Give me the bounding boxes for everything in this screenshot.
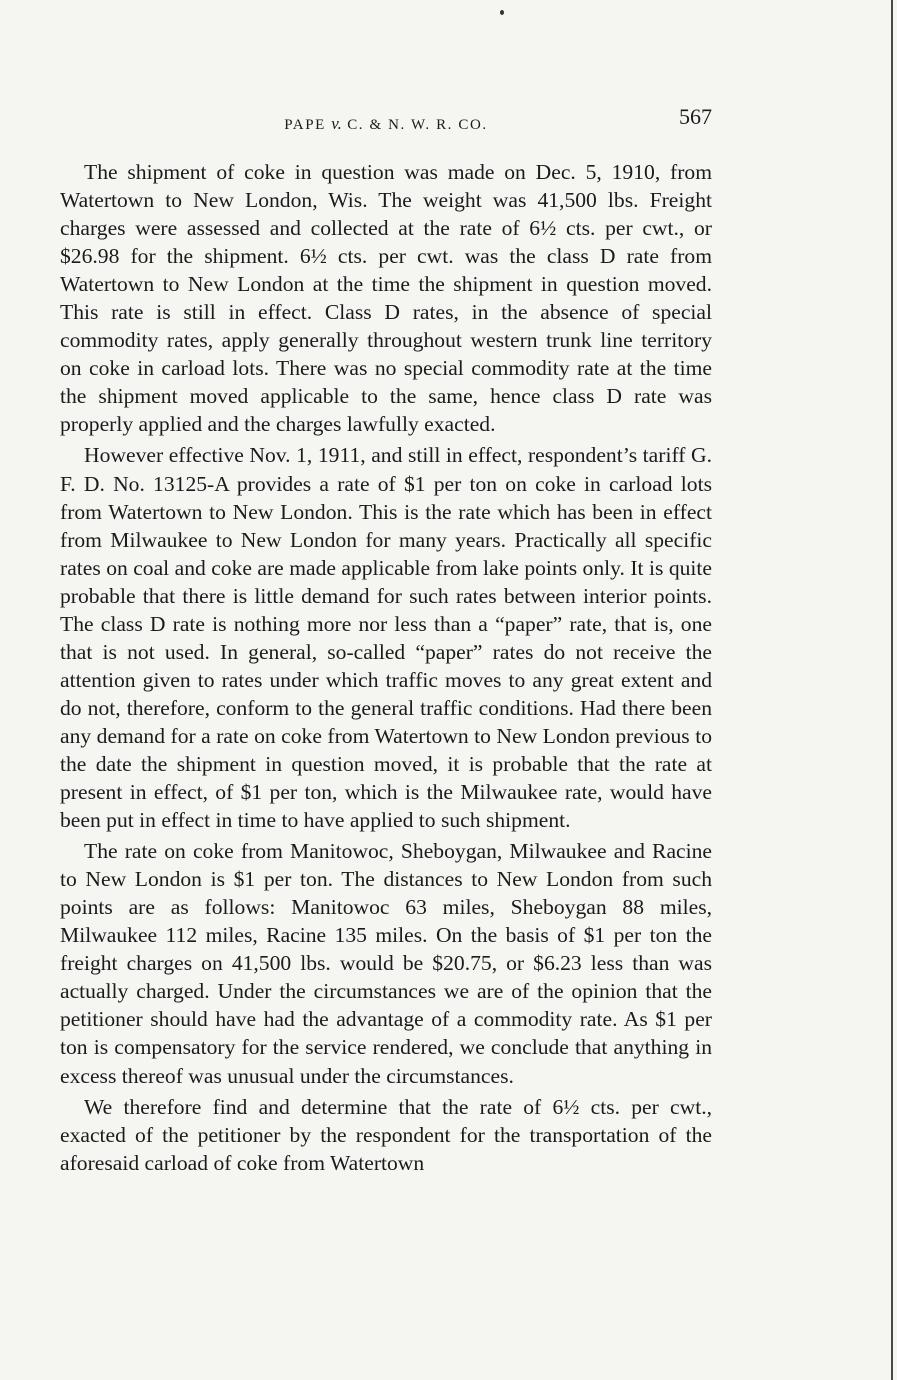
paragraph-3: The rate on coke from Manitowoc, Sheboygan, Milwaukee and Racine to New London is $1 per ton. The distances to New London from such points are as follows: Manitowoc 63 miles, Sheboygan 88 miles, Milwaukee 112 miles, Racine 135 miles. On the basis of $1 per ton the freight charges on 41,500 lbs. would be $20.75, or $6.23 less than was actually charged. Under the circumstances we are of the opinion that the petitioner should have had the advantage of a commodity rate. As $1 per ton is compensatory for the service rendered, we conclude that anything in excess thereof was unusual under the circumstances.	[60, 839, 712, 1088]
running-head-prefix: PAPE	[284, 117, 326, 133]
body-text	[60, 158, 712, 1177]
paragraph-4: We therefore find and determine that the rate of 6½ cts. per cwt., exacted of the petitioner by the respondent for the transportation of the aforesaid carload of coke from Watertown	[60, 1094, 712, 1175]
running-head-suffix: C. & N. W. R. CO.	[347, 117, 488, 133]
running-head-v: v.	[331, 114, 342, 133]
paragraph-2: However effective Nov. 1, 1911, and still in effect, respondent’s tariff G. F. D. No. 13125-A provides a rate of $1 per ton on coke in carload lots from Watertown to New London. This is the rate which has been in effect from Milwaukee to New London for many years. Practically all specific rates on coal and coke are made applicable from lake points only. It is quite probable that there is little demand for such rates between interior points. The class D rate is nothing more nor less than a “paper” rate, that is, one that is not used. In general, so-called “paper” rates do not receive the attention given to rates under which traffic moves to any great extent and do not, therefore, conform to the general traffic conditions. Had there been any demand for a rate on coke from Watertown to New London previous to the date the shipment in question moved, it is probable that the rate at present in effect, of $1 per ton, which is the Milwaukee rate, would have been put in effect in time to have applied to such shipment.	[60, 443, 712, 833]
paragraph-1: The shipment of coke in question was made on Dec. 5, 1910, from Watertown to New London, Wis. The weight was 41,500 lbs. Freight charges were assessed and collected at the rate of 6½ cts. per cwt., or $26.98 for the shipment. 6½ cts. per cwt. was the class D rate from Watertown to New London at the time the shipment in question moved. This rate is still in effect. Class D rates, in the absence of special commodity rates, apply generally throughout western trunk line territory on coke in carload lots. There was no special commodity rate at the time the shipment moved applicable to the same, hence class D rate was properly applied and the charges lawfully exacted.	[60, 160, 712, 437]
ink-speck	[500, 10, 504, 15]
running-head	[60, 114, 712, 134]
page-header	[60, 104, 712, 136]
page-edge-line	[891, 0, 893, 1380]
page-number: 567	[679, 104, 712, 129]
